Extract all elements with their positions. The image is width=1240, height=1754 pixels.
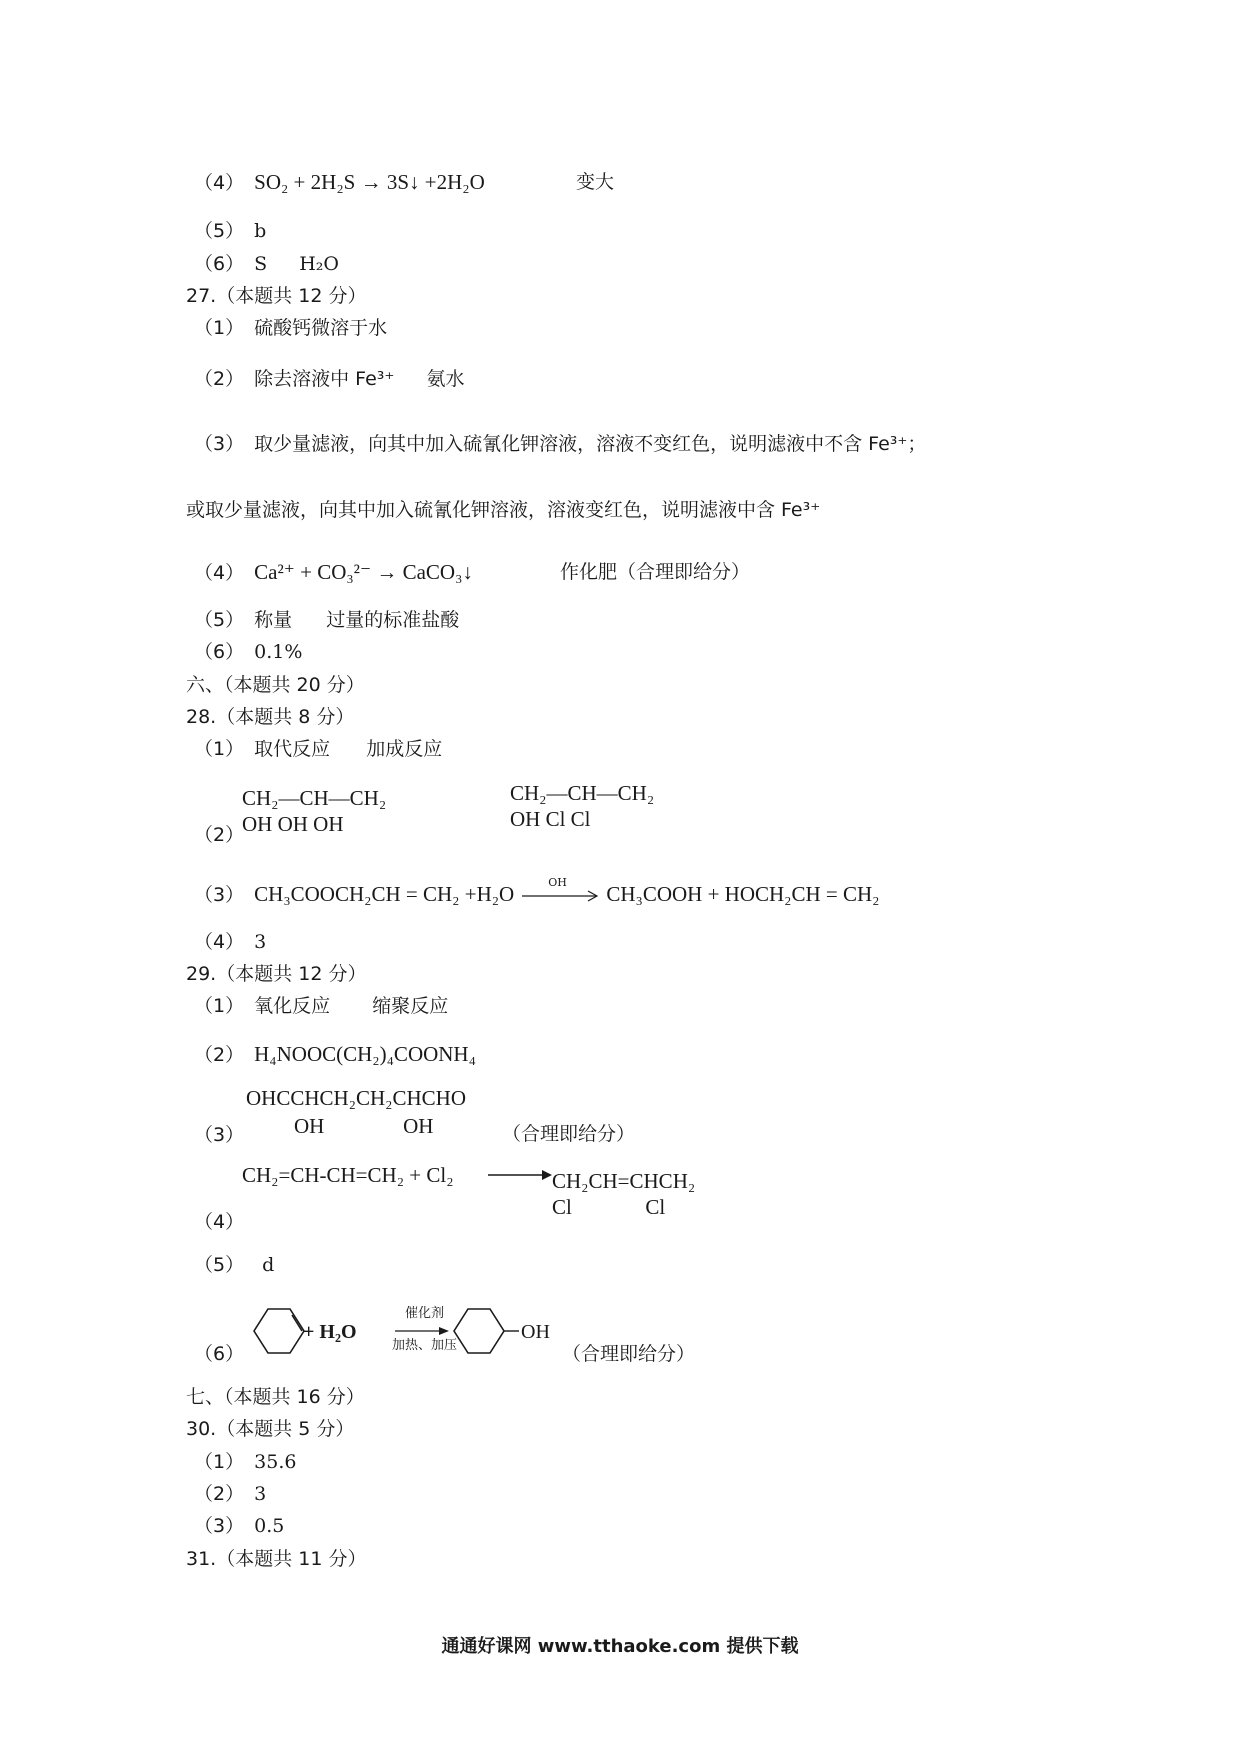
answer-text: 35.6 (254, 1451, 297, 1473)
q31-header: 31.（本题共 11 分） (186, 1548, 367, 1570)
product-hydroxyl-group: OH (521, 1321, 550, 1343)
equation-caco3: Ca²⁺ + CO₃²⁻ → CaCO₃↓ (254, 560, 473, 584)
answer-text: 加成反应 (366, 738, 443, 760)
cyclohexene-ring-icon (254, 1309, 304, 1353)
answer-text: 缩聚反应 (372, 995, 449, 1017)
answer-text: 称量 (254, 609, 293, 631)
q29-item-4-number: （4） (194, 1211, 245, 1233)
item-number: （5） (194, 1254, 245, 1276)
answer-text: d (262, 1254, 275, 1276)
answer-text: 3 (254, 1483, 267, 1505)
q30-item-3 (194, 1514, 284, 1538)
answer-text: 除去溶液中 Fe³⁺ (254, 368, 395, 390)
item-number: （5） (194, 220, 245, 242)
item-number: （4） (194, 172, 245, 194)
answer-text: S (254, 253, 268, 275)
q30-item-1 (194, 1450, 296, 1474)
answer-text: 作化肥（合理即给分） (560, 561, 751, 583)
q29-item-6-note: （合理即给分） (562, 1343, 696, 1365)
section-6-header: 六、（本题共 20 分） (186, 674, 365, 696)
item-number: （4） (194, 931, 245, 953)
q29-item-3-note: （合理即给分） (502, 1123, 636, 1145)
equation-rhs: CH₂CH=CHCH₂ (552, 1169, 696, 1193)
q27-item-3 (194, 432, 926, 456)
equation-ester-hydrolysis-rhs: CH₃COOH + HOCH₂CH = CH₂ (606, 882, 880, 906)
structure-substituents: OH Cl Cl (510, 807, 591, 831)
answer-text: b (254, 220, 267, 242)
q28-item-1 (194, 737, 442, 761)
q29-item-2 (194, 1042, 476, 1067)
q28-header: 28.（本题共 8 分） (186, 706, 355, 728)
q27-header: 27.（本题共 12 分） (186, 285, 367, 307)
q30-item-2 (194, 1482, 266, 1506)
q27-item-5 (194, 608, 459, 632)
answer-text: 0.5 (254, 1515, 285, 1537)
item-number: （6） (194, 641, 245, 663)
q28-item-3 (194, 876, 880, 907)
structure-chain: CH₂—CH—CH₂ (242, 786, 387, 810)
structure-chain: OHCCHCH₂CH₂CHCHO (246, 1086, 467, 1110)
q29-item-6-number: （6） (194, 1343, 245, 1365)
item-number: （1） (194, 738, 245, 760)
q27-item-4 (194, 560, 751, 585)
answer-text: 氧化反应 (254, 995, 331, 1017)
structure-substituents: OH OH OH (242, 812, 344, 836)
q26-item-5 (194, 219, 266, 243)
arrow-icon (520, 885, 600, 907)
formula-ammonium-adipate: H₄NOOC(CH₂)₄COONH₄ (254, 1042, 476, 1066)
item-number: （2） (194, 368, 245, 390)
q29-item-1 (194, 994, 448, 1018)
item-number: （2） (194, 1483, 245, 1505)
answer-text: H₂O (299, 253, 339, 275)
footer-download-credit: 通通好课网 www.tthaoke.com 提供下载 (441, 1636, 799, 1657)
equation-lhs: CH₂=CH-CH=CH₂ + Cl₂ (242, 1163, 454, 1187)
q30-header: 30.（本题共 5 分） (186, 1418, 355, 1440)
answer-text: 0.1% (254, 641, 303, 663)
item-number: （2） (194, 1044, 245, 1066)
arrow-icon (486, 1164, 554, 1186)
equation-ester-hydrolysis-lhs: CH₃COOCH₂CH = CH₂ +H₂O (254, 882, 515, 906)
condition-catalyst: 催化剂 (405, 1306, 445, 1321)
condition-heat-pressure: 加热、加压 (392, 1338, 458, 1353)
q27-item-2 (194, 367, 464, 391)
answer-text: 变大 (576, 171, 615, 193)
item-number: （1） (194, 995, 245, 1017)
equation-so2-h2s: SO₂ + 2H₂S → 3S↓ +2H₂O (254, 170, 485, 194)
item-number: （3） (194, 1515, 245, 1537)
answer-text: 硫酸钙微溶于水 (254, 317, 388, 339)
q27-item-1 (194, 316, 387, 340)
answer-text: 取少量滤液，向其中加入硫氰化钾溶液，溶液不变红色，说明滤液中不含 Fe³⁺； (254, 433, 927, 455)
structure-substituents: OH OH (294, 1114, 434, 1138)
structure-chain: CH₂—CH—CH₂ (510, 781, 655, 805)
q29-item-5 (194, 1253, 274, 1277)
cyclohexanol-ring-icon (454, 1309, 519, 1353)
q26-item-4 (194, 170, 615, 195)
structure-substituents: Cl Cl (552, 1195, 666, 1219)
q29-header: 29.（本题共 12 分） (186, 963, 367, 985)
reaction-arrow (520, 876, 600, 907)
item-number: （4） (194, 562, 245, 584)
q28-item-2-number: （2） (194, 824, 245, 846)
reagent-water: + H₂O (303, 1321, 357, 1343)
arrow-condition: OH (548, 876, 567, 889)
item-number: （3） (194, 433, 245, 455)
q29-item-3-number: （3） (194, 1124, 245, 1146)
q27-item-6 (194, 640, 302, 664)
q27-item-3-alternative: 或取少量滤液，向其中加入硫氰化钾溶液，溶液变红色，说明滤液中含 Fe³⁺ (186, 499, 821, 521)
q28-item-4 (194, 930, 266, 954)
answer-text: 过量的标准盐酸 (326, 609, 460, 631)
item-number: （1） (194, 317, 245, 339)
section-7-header: 七、（本题共 16 分） (186, 1386, 365, 1408)
item-number: （3） (194, 884, 245, 906)
answer-text: 取代反应 (254, 738, 331, 760)
answer-text: 3 (254, 931, 267, 953)
q26-item-6 (194, 252, 339, 276)
answer-text: 氨水 (426, 368, 465, 390)
item-number: （6） (194, 253, 245, 275)
item-number: （1） (194, 1451, 245, 1473)
item-number: （5） (194, 609, 245, 631)
